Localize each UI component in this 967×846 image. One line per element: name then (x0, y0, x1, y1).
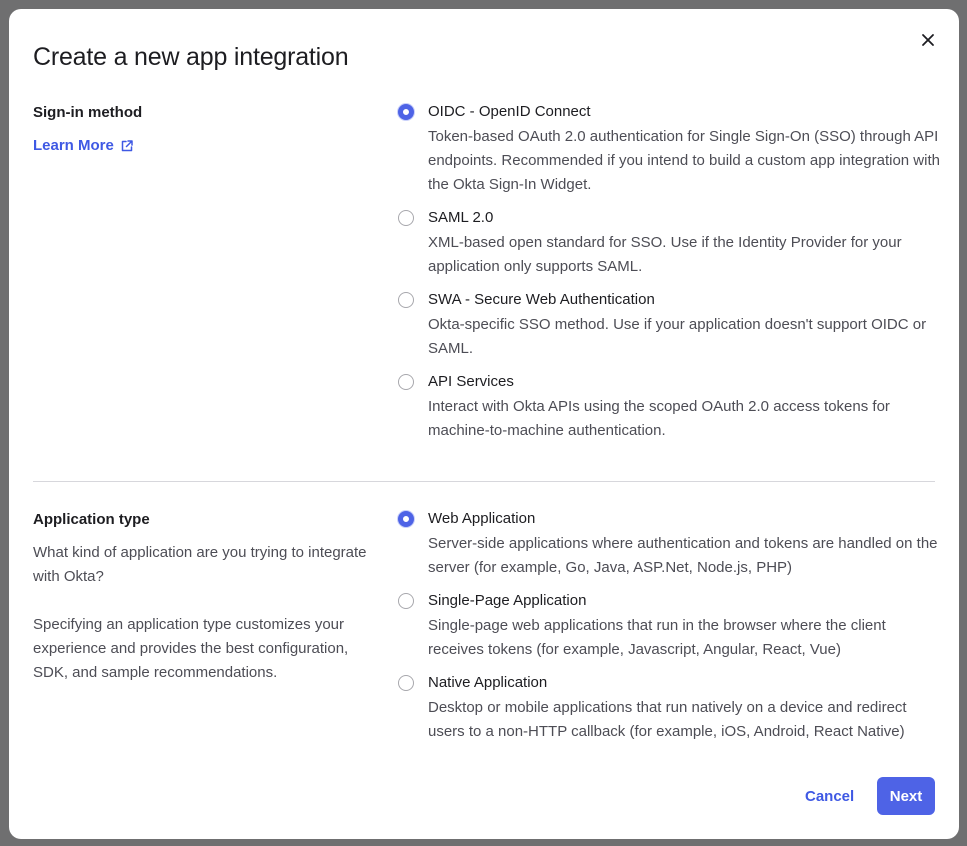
radio-label-swa: SWA - Secure Web Authentication (428, 291, 655, 308)
radio-button-single-page-application[interactable] (398, 593, 414, 609)
cancel-button[interactable]: Cancel (795, 777, 864, 815)
radio-label-oidc: OIDC - OpenID Connect (428, 103, 591, 120)
radio-description-native-application: Desktop or mobile applications that run natively on a device and redirect users to a non-HTTP callback (for example, iOS, Android, React Native) (428, 699, 907, 740)
sign-in-method-label: Sign-in method (33, 104, 143, 121)
radio-button-swa[interactable] (398, 292, 414, 308)
radio-button-native-application[interactable] (398, 675, 414, 691)
learn-more-label: Learn More (33, 137, 114, 154)
radio-description-saml: XML-based open standard for SSO. Use if the Identity Provider for your application only supports SAML. (428, 234, 902, 275)
radio-description-single-page-application: Single-page web applications that run in the browser where the client receives tokens (for example, Javascript, Angular, React, Vue) (428, 617, 886, 658)
section-divider (33, 481, 935, 482)
radio-description-api-services: Interact with Okta APIs using the scoped OAuth 2.0 access tokens for machine-to-machine authentication. (428, 398, 890, 439)
radio-label-api-services: API Services (428, 373, 514, 390)
radio-label-single-page-application: Single-Page Application (428, 592, 587, 609)
radio-button-web-application[interactable] (398, 511, 414, 527)
radio-button-oidc[interactable] (398, 104, 414, 120)
radio-label-web-application: Web Application (428, 510, 536, 527)
next-button[interactable]: Next (877, 777, 935, 815)
modal-title: Create a new app integration (33, 43, 349, 71)
radio-description-oidc: Token-based OAuth 2.0 authentication for Single Sign-On (SSO) through API endpoints. Recommended if you intend to build a custom app integration with the Okta Sign-In Widget. (428, 128, 940, 193)
application-type-help-question: What kind of application are you trying to integrate with Okta? (33, 544, 367, 585)
radio-label-native-application: Native Application (428, 674, 548, 691)
close-button[interactable] (915, 27, 941, 53)
create-app-integration-modal (9, 9, 959, 839)
application-type-label: Application type (33, 511, 150, 528)
close-icon (915, 27, 941, 53)
radio-button-api-services[interactable] (398, 374, 414, 390)
external-link-icon (120, 139, 134, 153)
application-type-help-detail: Specifying an application type customizes your experience and provides the best configuration, SDK, and sample recommendations. (33, 616, 349, 681)
radio-description-web-application: Server-side applications where authentication and tokens are handled on the server (for example, Go, Java, ASP.Net, Node.js, PHP) (428, 535, 938, 576)
radio-button-saml[interactable] (398, 210, 414, 226)
radio-description-swa: Okta-specific SSO method. Use if your application doesn't support OIDC or SAML. (428, 316, 927, 357)
radio-label-saml: SAML 2.0 (428, 209, 494, 226)
learn-more-link[interactable] (33, 137, 134, 154)
